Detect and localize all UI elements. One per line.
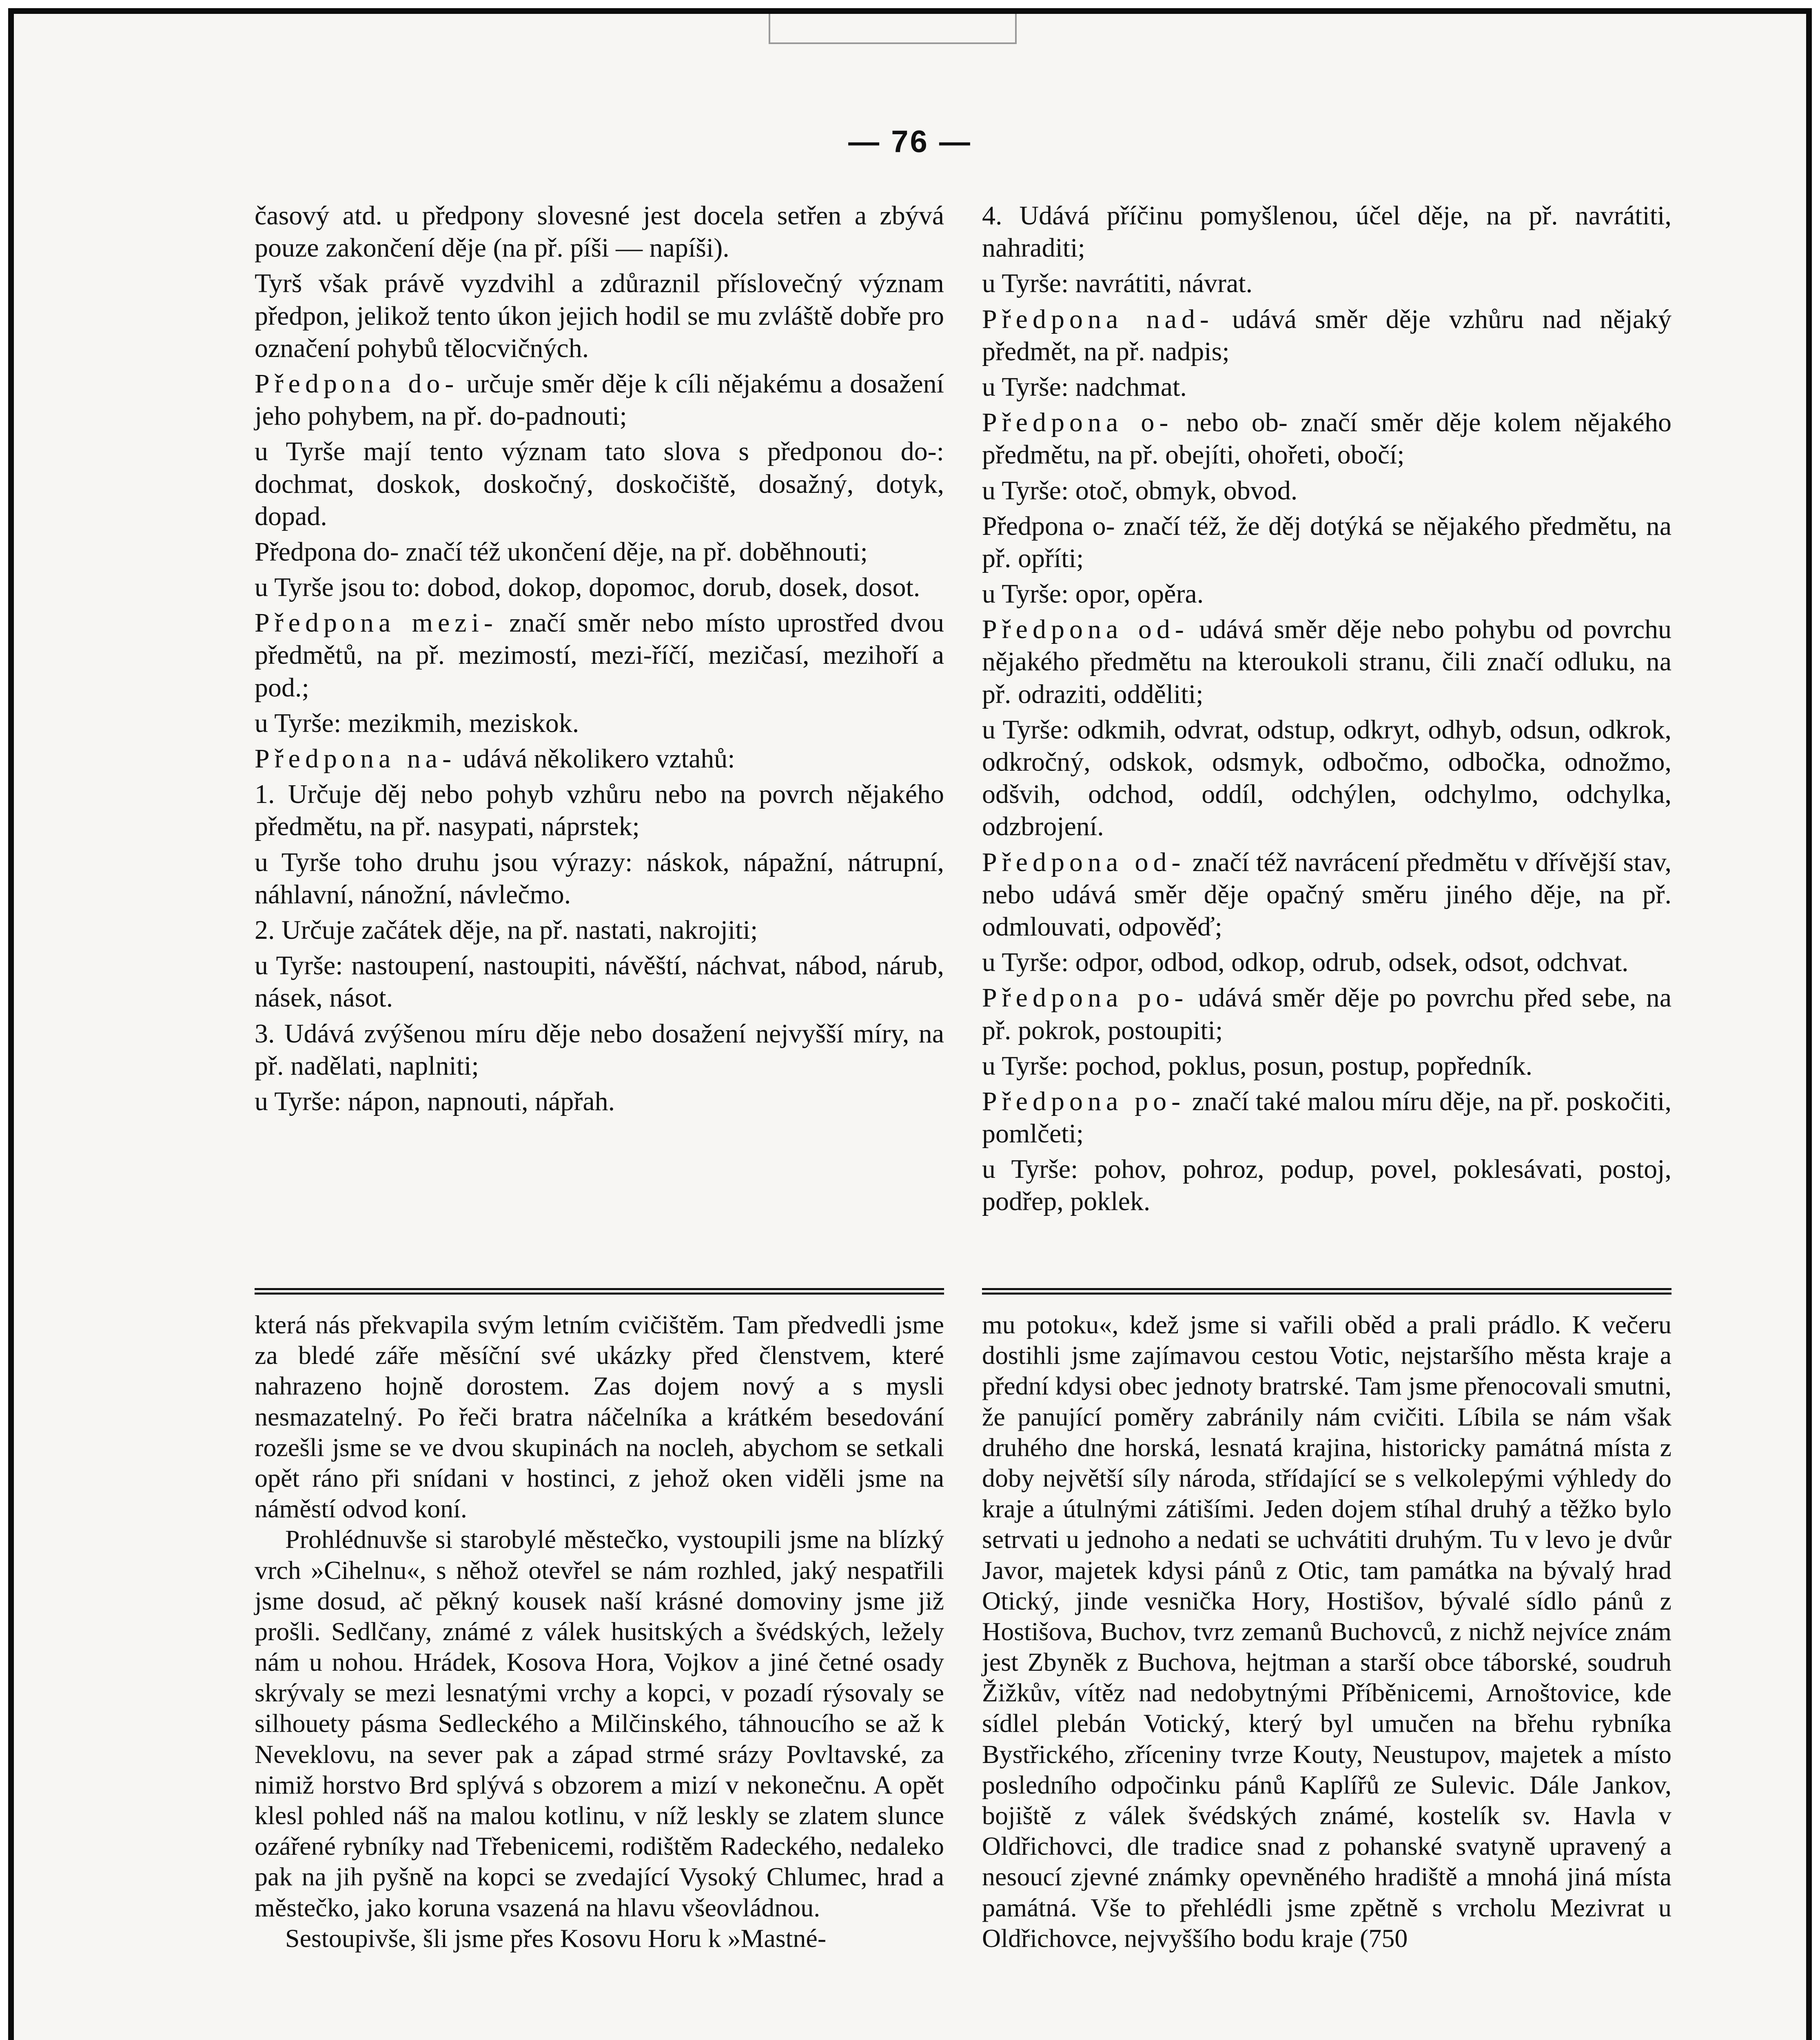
paragraph: u Tyrše: odkmih, odvrat, odstup, odkryt, odhyb, odsun, odkrok, odkročný, odskok, odsmyk, odbočmo, odbočka, odnožmo, odšvih, odchod, oddíl, odchýlen, odchylmo, odchylka, odzbrojení. bbox=[982, 714, 1671, 842]
paragraph: 1. Určuje děj nebo pohyb vzhůru nebo na povrch nějakého předmětu, na př. nasypati, náprstek; bbox=[255, 779, 944, 842]
paragraph: mu potoku«, kdež jsme si vařili oběd a prali prádlo. K večeru dostihli jsme zajímavou cestou Votic, nejstaršího města kraje a přední kdysi obec jednoty bratrské. Tam jsme přenocovali smutni, že panující poměry zabránily nám cvičiti. Líbila se nám však druhého dne horská, lesnatá krajina, historicky památná místa z doby největší síly národa, střídající se s velkolepými výhledy do kraje a útulnými zátišími. Jeden dojem stíhal druhý a těžko bylo setrvati u jednoho a nedati se uchvátiti druhým. Tu v levo je dvůr Javor, majetek kdysi pánů z Otic, tam památka na bývalý hrad Otický, jinde vesnička Hory, Hostišov, bývalé sídlo pánů z Hostišova, Buchov, tvrz zemanů Buchovců, z nichž nejvíce znám jest Zbyněk z Buchova, hejtman a starší obce táborské, soudruh Žižkův, vítěz nad nedobytnými Příběnicemi, Arnoštovice, kde sídlel plebán Votický, který byl umučen na břehu rybníka Bystřického, zříceniny tvrze Kouty, Neustupov, majetek a místo posledního odpočinku pánů Kaplířů ze Sulevic. Dále Jankov, bojiště z válek švédských známé, kostelík sv. Havla v Oldřichovci, dle tradice snad z pohanské svatyně upravený a nesoucí zjevné známky opevněného hradiště a mnohá jiná místa památná. Vše to přehlédli jsme zpětně s vrcholu Mezivrat u Oldřichovce, nejvyššího bodu kraje (750 bbox=[982, 1310, 1671, 1953]
section-divider bbox=[255, 1288, 944, 1295]
top-left-column bbox=[255, 200, 944, 1118]
paragraph: časový atd. u předpony slovesné jest docela setřen a zbývá pouze zakončení děje (na př. píši — napíši). bbox=[255, 201, 944, 263]
bottom-left-column bbox=[255, 1309, 944, 1954]
paragraph: Předpona od- udává směr děje nebo pohybu od povrchu nějakého předmětu na kteroukoli stranu, čili značí odluku, na př. odraziti, odděliti; bbox=[982, 614, 1671, 709]
paragraph: u Tyrše: nadchmat. bbox=[982, 372, 1187, 402]
prefix-heading: Předpona od- bbox=[982, 614, 1189, 645]
prefix-heading: Předpona po- bbox=[982, 983, 1188, 1013]
bottom-right-column bbox=[982, 1309, 1671, 1954]
paragraph: která nás překvapila svým letním cvičištěm. Tam předvedli jsme za bledé záře měsíční své ukázky před členstvem, které nahrazeno hojně dorostem. Zas dojem nový a s mysli nesmazatelný. Po řeči bratra náčelníka a krátkém besedování rozešli jsme se ve dvou skupinách na nocleh, abychom se setkali opět ráno při snídani v hostinci, z jehož oken viděli jsme na náměstí odvod koní. bbox=[255, 1310, 944, 1523]
prefix-heading: Předpona do- bbox=[255, 368, 459, 399]
paragraph: 2. Určuje začátek děje, na př. nastati, nakrojiti; bbox=[255, 915, 758, 945]
prefix-heading: Předpona po- bbox=[982, 1086, 1186, 1116]
prefix-heading: Předpona mezi- bbox=[255, 608, 498, 638]
top-right-column bbox=[982, 200, 1671, 1218]
paragraph: Předpona do- značí též ukončení děje, na př. doběhnouti; bbox=[255, 537, 868, 567]
paragraph: u Tyrše toho druhu jsou výrazy: náskok, nápažní, nátrupní, náhlavní, nánožní, návlečmo. bbox=[255, 847, 944, 909]
paragraph: u Tyrše: pochod, poklus, posun, postup, popředník. bbox=[982, 1051, 1532, 1081]
paragraph: 3. Udává zvýšenou míru děje nebo dosažení nejvyšší míry, na př. nadělati, naplniti; bbox=[255, 1018, 944, 1081]
paragraph: Předpona od- značí též navrácení předmětu v dřívější stav, nebo udává směr děje opačný směru jiného děje, na př. odmlouvati, odpověď; bbox=[982, 847, 1671, 942]
paragraph: Předpona o- značí též, že děj dotýká se nějakého předmětu, na př. opříti; bbox=[982, 511, 1671, 573]
prefix-heading: Předpona o- bbox=[982, 408, 1173, 438]
paragraph: Tyrš však právě vyzdvihl a zdůraznil příslovečný význam předpon, jelikož tento úkon jejich hodil se mu zvláště dobře pro označení pohybů tělocvičných. bbox=[255, 268, 944, 363]
paragraph: u Tyrše: odpor, odbod, odkop, odrub, odsek, odsot, odchvat. bbox=[982, 947, 1629, 978]
paragraph: Předpona do- určuje směr děje k cíli nějakému a dosažení jeho pohybem, na př. do-padnouti; bbox=[255, 368, 944, 431]
page-number: — 76 — bbox=[848, 124, 972, 159]
paragraph: u Tyrše mají tento význam tato slova s předponou do-: dochmat, doskok, doskočný, doskočiště, dosažný, dotyk, dopad. bbox=[255, 437, 944, 531]
section-divider bbox=[982, 1288, 1671, 1295]
scanned-page bbox=[8, 8, 1812, 2040]
paragraph: 4. Udává příčinu pomyšlenou, účel děje, na př. navrátiti, nahraditi; bbox=[982, 201, 1671, 263]
paragraph: Předpona po- udává směr děje po povrchu před sebe, na př. pokrok, postoupiti; bbox=[982, 983, 1671, 1045]
paragraph: u Tyrše: navrátiti, návrat. bbox=[982, 268, 1253, 299]
prefix-heading: Předpona nad- bbox=[982, 304, 1214, 334]
scan-artifact bbox=[769, 14, 1017, 44]
paragraph: Předpona nad- udává směr děje vzhůru nad nějaký předmět, na př. nadpis; bbox=[982, 304, 1671, 366]
paragraph: Předpona o- nebo ob- značí směr děje kolem nějakého předmětu, na př. obejíti, ohořeti, obočí; bbox=[982, 408, 1671, 470]
prefix-heading: Předpona na- bbox=[255, 744, 457, 774]
paragraph: u Tyrše: pohov, pohroz, podup, povel, poklesávati, postoj, podřep, poklek. bbox=[982, 1154, 1671, 1217]
paragraph: Sestoupivše, šli jsme přes Kosovu Horu k »Mastné- bbox=[285, 1923, 827, 1953]
paragraph: Předpona na- udává několikero vztahů: bbox=[255, 744, 735, 774]
paragraph: Prohlédnuvše si starobylé městečko, vystoupili jsme na blízký vrch »Cihelnu«, s něhož otevřel se nám rozhled, jaký nespatřili jsme dosud, ač pěkný kousek naší krásné domoviny jsme již prošli. Sedlčany, známé z válek husitských a švédských, ležely nám u nohou. Hrádek, Kosova Hora, Vojkov a jiné četné osady skrývaly se mezi lesnatými vrchy a kopci, v pozadí rýsovaly se silhouety pásma Sedleckého a Milčinského, táhnoucího se až k Neveklovu, na sever pak a západ strmé srázy Povltavské, za nimiž horstvo Brd splývá s obzorem a mizí v nekonečnu. A opět klesl pohled náš na malou kotlinu, v níž leskly se zlatem slunce ozářené rybníky nad Třebenicemi, rodištěm Radeckého, nedaleko pak na jih pyšně na kopci se zvedající Vysoký Chlumec, hrad a městečko, jako koruna vsazená na hlavu všeovládnou. bbox=[255, 1525, 944, 1922]
prefix-heading: Předpona do- bbox=[255, 537, 399, 567]
paragraph: u Tyrše: otoč, obmyk, obvod. bbox=[982, 475, 1298, 506]
paragraph: u Tyrše: nastoupení, nastoupiti, návěští, náchvat, nábod, nárub, násek, násot. bbox=[255, 951, 944, 1013]
paragraph: Předpona po- značí také malou míru děje, na př. poskočiti, pomlčeti; bbox=[982, 1086, 1671, 1149]
paragraph: u Tyrše: opor, opěra. bbox=[982, 579, 1204, 609]
paragraph: Předpona mezi- značí směr nebo místo uprostřed dvou předmětů, na př. mezimostí, mezi-říčí, mezičasí, mezihoří a pod.; bbox=[255, 608, 944, 703]
paragraph: u Tyrše: nápon, napnouti, nápřah. bbox=[255, 1086, 615, 1116]
prefix-heading: Předpona od- bbox=[982, 847, 1186, 877]
paragraph: u Tyrše: mezikmih, meziskok. bbox=[255, 708, 579, 738]
paragraph: u Tyrše jsou to: dobod, dokop, dopomoc, dorub, dosek, dosot. bbox=[255, 572, 920, 603]
